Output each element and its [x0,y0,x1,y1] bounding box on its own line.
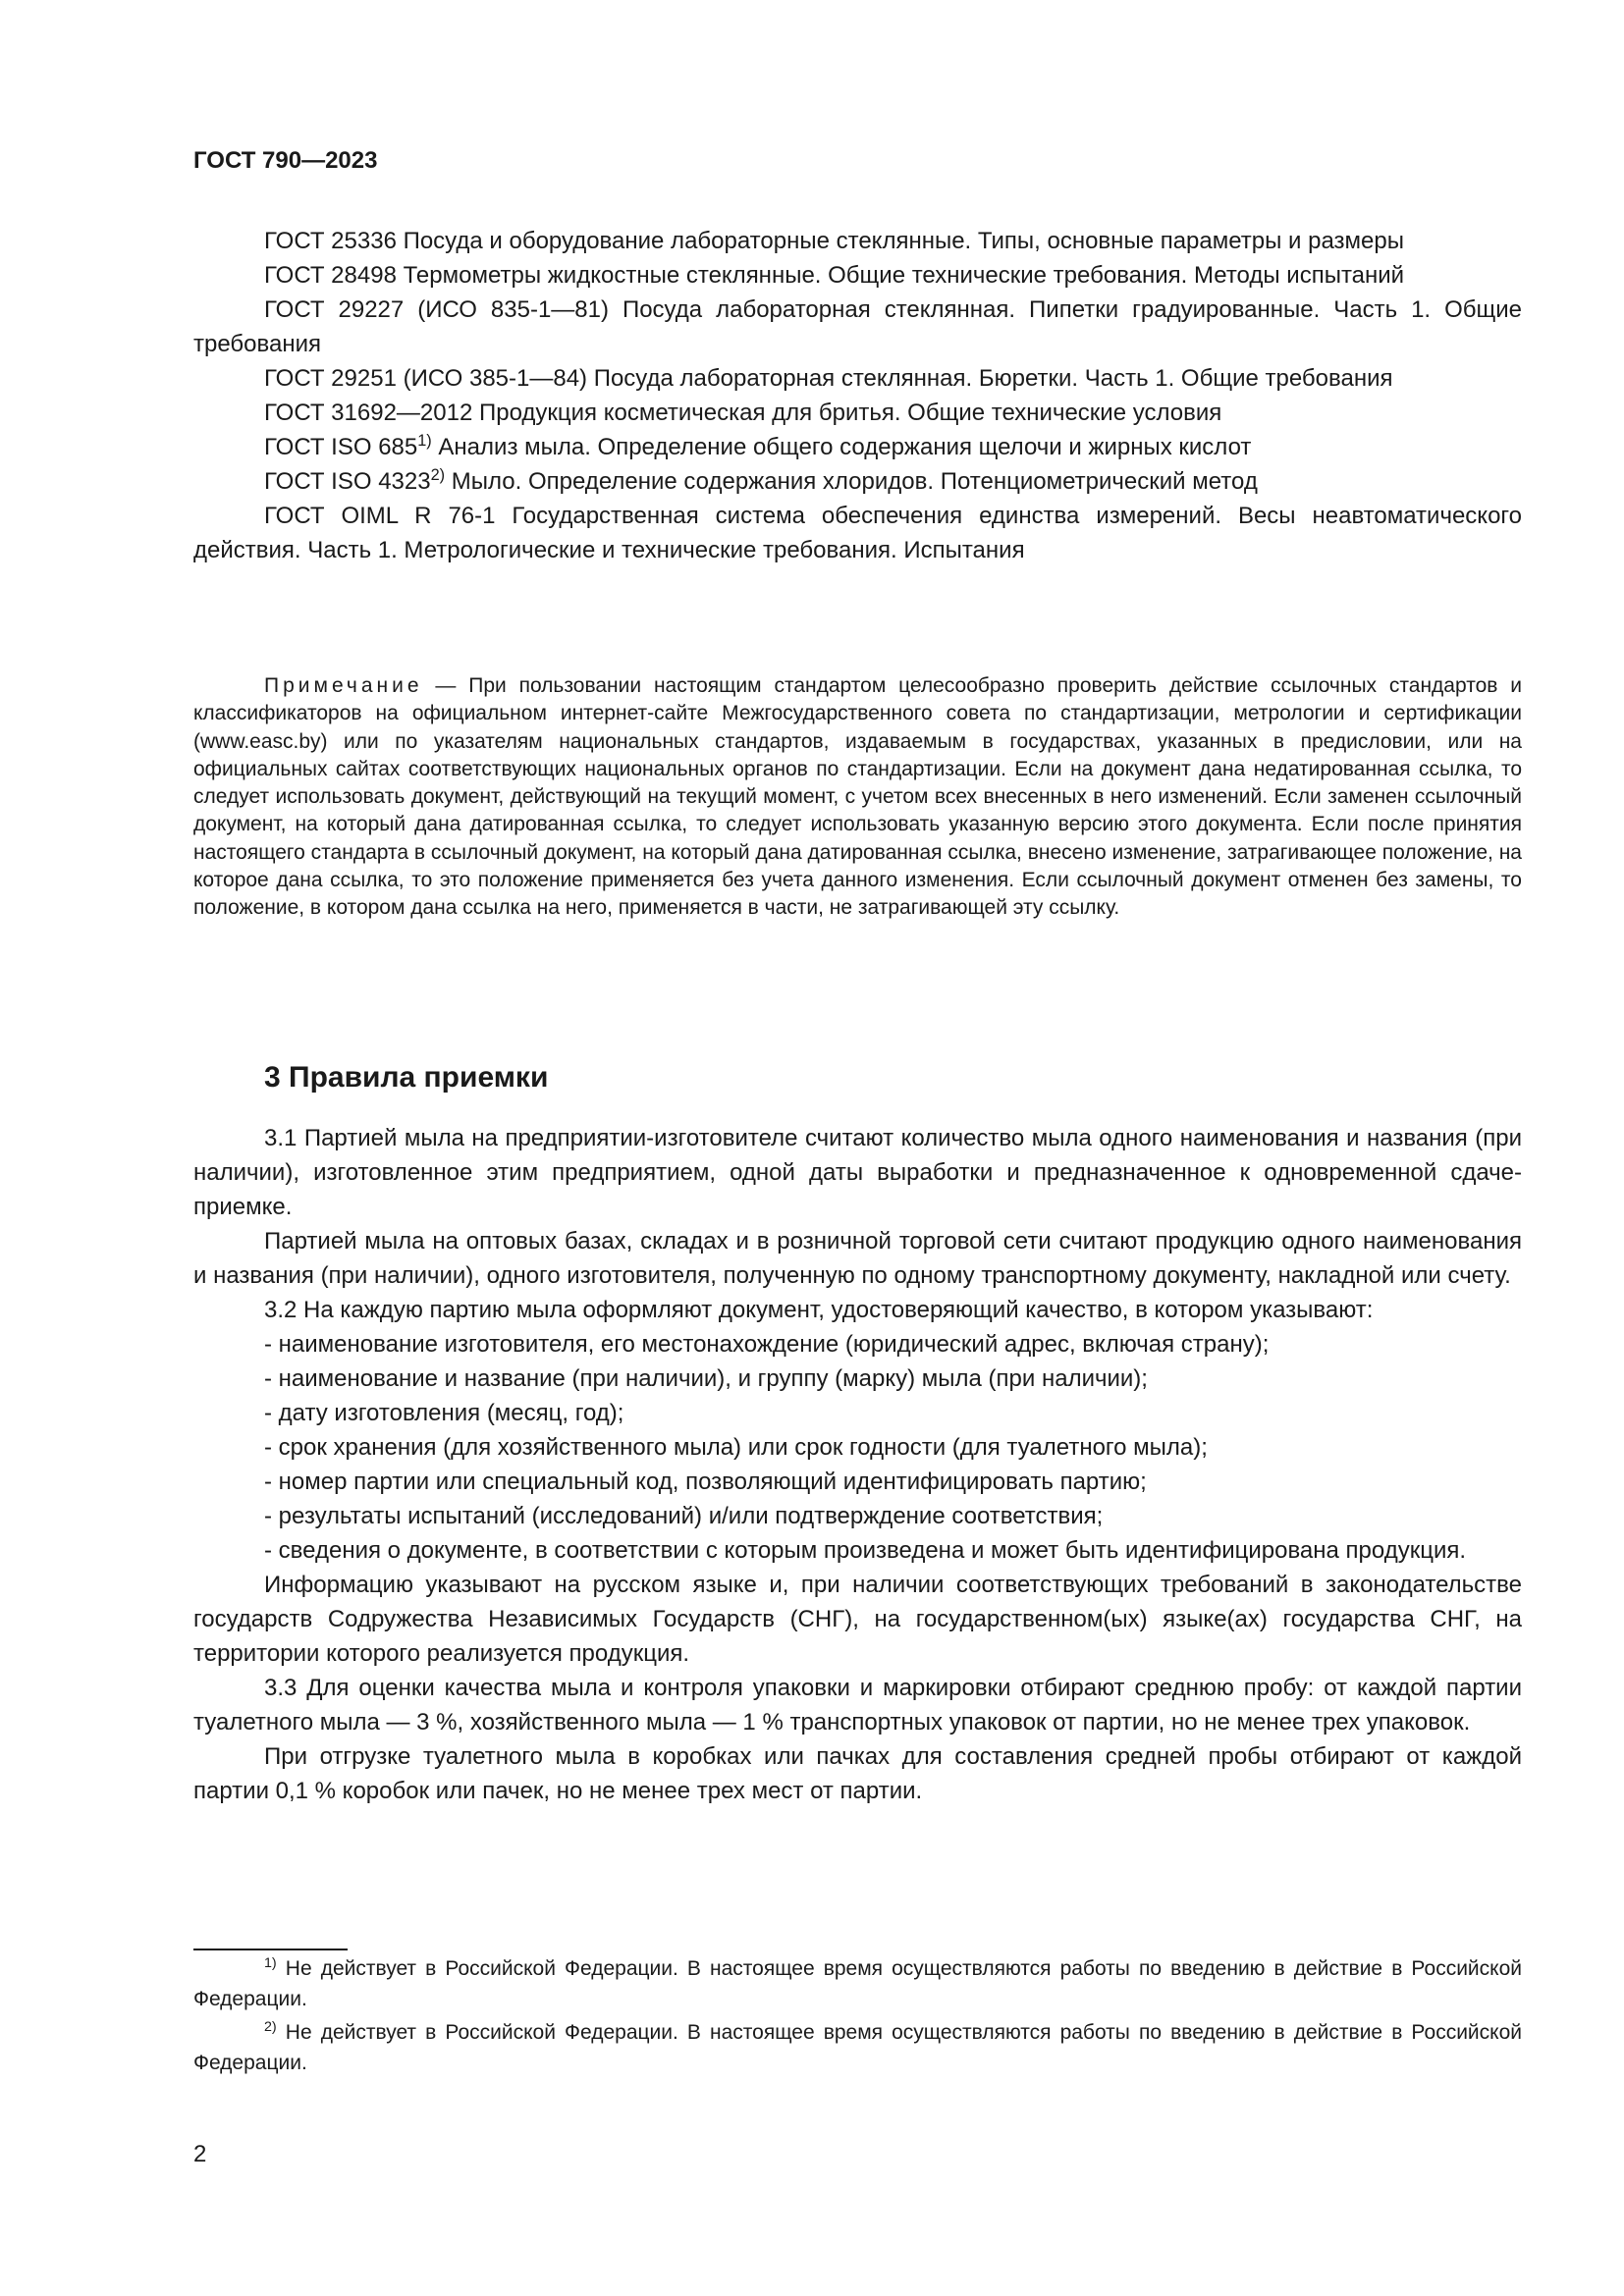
reference-item: ГОСТ 29227 (ИСО 835-1—81) Посуда лабораторная стеклянная. Пипетки градуированные. Часть 1. Общие требования [193,296,1522,357]
section-heading: 3 Правила приемки [264,1061,549,1094]
reference-item: ГОСТ OIML R 76-1 Государственная система обеспечения единства измерений. Весы неавтоматического действия. Часть 1. Метрологические и технические требования. Испытания [193,503,1522,563]
footnotes [193,1953,1522,2078]
list-item: - дату изготовления (месяц, год); [264,1400,624,1426]
reference-code: ГОСТ ISO 685 [264,434,418,460]
list-item: - номер партии или специальный код, позволяющий идентифицировать партию; [264,1468,1147,1495]
clause-paragraph: Информацию указывают на русском языке и, при наличии соответствующих требований в законодательстве государств Содружества Независимых Государств (СНГ), на государственном(ых) языке(ах) государства СНГ, на территории которого реализуется продукция. [193,1572,1522,1667]
clause-3-2: 3.2 На каждую партию мыла оформляют документ, удостоверяющий качество, в котором указывают: [264,1297,1374,1323]
footnote-ref-2: 2) [430,466,446,485]
clause-3-3: 3.3 Для оценки качества мыла и контроля упаковки и маркировки отбирают среднюю пробу: от каждой партии туалетного мыла — 3 %, хозяйственного мыла — 1 % транспортных упаковок от партии, но не менее трех упаковок. [193,1675,1522,1735]
footnote-mark: 1) [264,1955,277,1972]
reference-item [193,464,1522,499]
reference-item: ГОСТ 28498 Термометры жидкостные стеклянные. Общие технические требования. Методы испытаний [264,262,1405,289]
footnote-mark: 2) [264,2019,277,2036]
page-header-title: ГОСТ 790—2023 [193,147,378,174]
section-body [193,1121,1522,1808]
footnote-item [193,2017,1522,2078]
list-item: - наименование изготовителя, его местонахождение (юридический адрес, включая страну); [264,1331,1270,1358]
clause-3-1: 3.1 Партией мыла на предприятии-изготовителе считают количество мыла одного наименования и названия (при наличии), изготовленное этим предприятием, одной даты выработки и предназначенное к одновременной сдаче-приемке. [193,1125,1522,1220]
note-label: Примечание [264,674,423,697]
reference-item [193,430,1522,464]
reference-item: ГОСТ 29251 (ИСО 385-1—84) Посуда лабораторная стеклянная. Бюретки. Часть 1. Общие требования [264,365,1393,392]
footnote-text: Не действует в Российской Федерации. В настоящее время осуществляются работы по введению в действие в Российской Федерации. [193,2021,1522,2074]
reference-title: Анализ мыла. Определение общего содержания щелочи и жирных кислот [431,434,1252,460]
reference-title: Мыло. Определение содержания хлоридов. Потенциометрический метод [445,468,1258,495]
clause-paragraph: Партией мыла на оптовых базах, складах и в розничной торговой сети считают продукцию одного наименования и названия (при наличии), одного изготовителя, полученную по одному транспортному документу, накладной или счету. [193,1228,1522,1289]
list-item: - наименование и название (при наличии), и группу (марку) мыла (при наличии); [264,1365,1148,1392]
reference-code: ГОСТ ISO 4323 [264,468,431,495]
note-text: — При пользовании настоящим стандартом целесообразно проверить действие ссылочных стандартов и классификаторов на официальном интернет-сайте Межгосударственного совета по стандартизации, метрологии и сертификации (www.easc.by) или по указателям национальных стандартов, издаваемым в государствах, указанных в предисловии, или на официальных сайтах соответствующих национальных органов по стандартизации. Если на документ дана недатированная ссылка, то следует использовать документ, действующий на текущий момент, с учетом всех внесенных в него изменений. Если заменен ссылочный документ, на который дана датированная ссылка, то следует использовать указанную версию этого документа. Если после принятия настоящего стандарта в ссылочный документ, на который дана датированная ссылка, внесено изменение, затрагивающее положение, на которое дана ссылка, то это положение применяется без учета данного изменения. Если ссылочный документ отменен без замены, то положение, в котором дана ссылка на него, применяется в части, не затрагивающей эту ссылку. [193,674,1522,920]
normative-references-list [193,224,1522,567]
footnote-divider [193,1949,348,1950]
footnote-text: Не действует в Российской Федерации. В настоящее время осуществляются работы по введению в действие в Российской Федерации. [193,1957,1522,2010]
footnote-item [193,1953,1522,2014]
reference-item: ГОСТ 25336 Посуда и оборудование лабораторные стеклянные. Типы, основные параметры и размеры [264,228,1404,254]
footnote-ref-1: 1) [417,432,432,451]
reference-item: ГОСТ 31692—2012 Продукция косметическая для бритья. Общие технические условия [264,400,1222,426]
list-item: - срок хранения (для хозяйственного мыла) или срок годности (для туалетного мыла); [264,1434,1208,1461]
list-item: - сведения о документе, в соответствии с которым произведена и может быть идентифицирована продукция. [264,1537,1467,1564]
page-number: 2 [193,2141,207,2167]
note-paragraph [193,672,1522,923]
list-item: - результаты испытаний (исследований) и/или подтверждение соответствия; [264,1503,1104,1529]
clause-paragraph: При отгрузке туалетного мыла в коробках или пачках для составления средней пробы отбирают от каждой партии 0,1 % коробок или пачек, но не менее трех мест от партии. [193,1743,1522,1804]
